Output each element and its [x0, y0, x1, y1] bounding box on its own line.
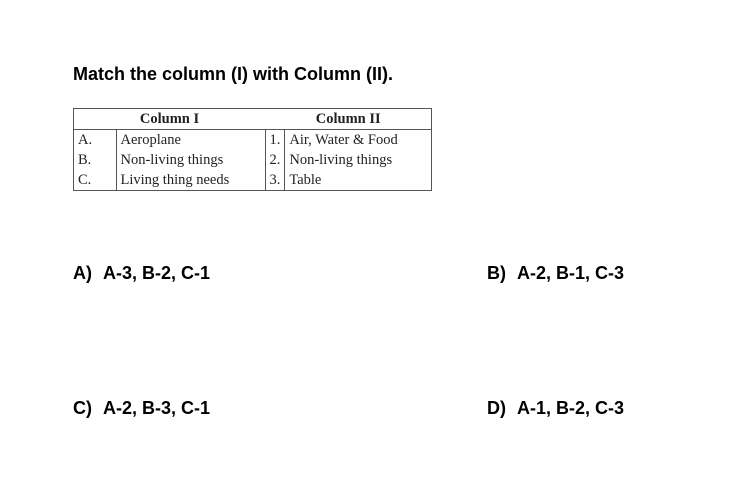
column-i-header: Column I: [74, 109, 266, 130]
option-letter: A): [73, 263, 92, 283]
row-key-right: 1.: [265, 130, 285, 151]
column-ii-header: Column II: [265, 109, 432, 130]
row-key-left: B.: [74, 150, 117, 170]
row-item-left: Living thing needs: [116, 170, 265, 191]
table-row: [74, 170, 432, 191]
row-key-right: 3.: [265, 170, 285, 191]
row-item-left: Non-living things: [116, 150, 265, 170]
option-letter: D): [487, 398, 506, 418]
table-header-row: [74, 109, 432, 130]
option-text: A-2, B-1, C-3: [517, 263, 625, 283]
table-row: [74, 130, 432, 151]
option-text: A-2, B-3, C-1: [103, 398, 211, 418]
row-item-right: Non-living things: [289, 152, 393, 168]
table-row: [74, 150, 432, 170]
option-c[interactable]: [73, 398, 210, 419]
option-letter: C): [73, 398, 92, 418]
question-text: Match the column (I) with Column (II).: [73, 64, 393, 84]
option-a[interactable]: [73, 263, 210, 284]
row-item-right: Air, Water & Food: [289, 132, 398, 148]
option-text: A-1, B-2, C-3: [517, 398, 625, 418]
match-table: [73, 108, 432, 191]
row-key-right: 2.: [265, 150, 285, 170]
option-letter: B): [487, 263, 506, 283]
option-d[interactable]: [487, 398, 624, 419]
option-text: A-3, B-2, C-1: [103, 263, 211, 283]
row-item-right: Table: [289, 172, 322, 188]
row-item-left: Aeroplane: [116, 130, 265, 151]
row-key-left: A.: [74, 130, 117, 151]
option-b[interactable]: [487, 263, 624, 284]
row-key-left: C.: [74, 170, 117, 191]
